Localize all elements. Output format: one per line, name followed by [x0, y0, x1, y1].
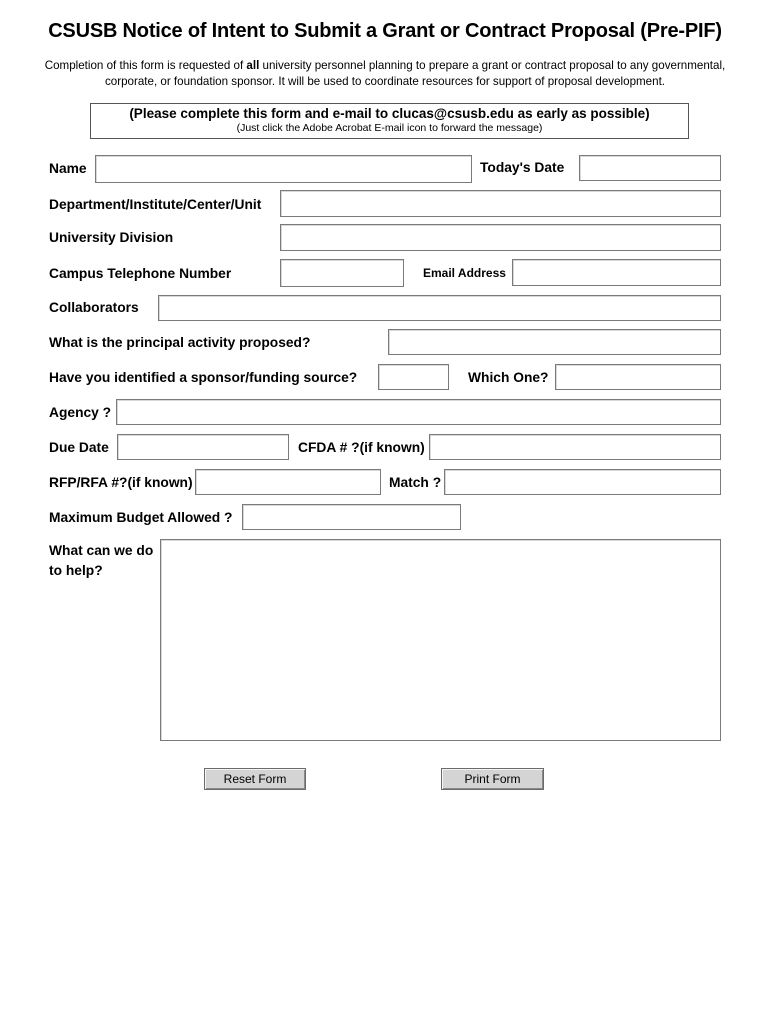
intro-emphasis: all — [246, 59, 260, 72]
todays-date-field[interactable] — [579, 155, 721, 181]
sponsor-identified-label: Have you identified a sponsor/funding source? — [49, 370, 358, 385]
collaborators-field[interactable] — [158, 295, 721, 321]
intro-text-2: university personnel planning to prepare a grant or contract proposal to any governmental, corporate, or foundation sponsor. It will be used to coordinate resources for support of proposal development. — [104, 59, 726, 88]
max-budget-field[interactable] — [242, 504, 461, 530]
name-label: Name — [49, 161, 87, 176]
todays-date-label: Today's Date — [480, 160, 565, 175]
match-field[interactable] — [444, 469, 721, 495]
due-date-field[interactable] — [117, 434, 289, 460]
which-one-label: Which One? — [468, 370, 549, 385]
agency-label: Agency ? — [49, 405, 112, 420]
cfda-field[interactable] — [429, 434, 721, 460]
division-label: University Division — [49, 230, 174, 245]
division-field[interactable] — [280, 224, 721, 251]
max-budget-label: Maximum Budget Allowed ? — [49, 510, 233, 525]
intro-paragraph — [20, 58, 750, 90]
help-label-line1: What can we do — [49, 543, 154, 558]
help-textarea[interactable] — [160, 539, 721, 741]
print-form-button[interactable]: Print Form — [441, 768, 544, 790]
reset-form-button[interactable]: Reset Form — [204, 768, 306, 790]
sponsor-identified-field[interactable] — [378, 364, 449, 390]
principal-activity-label: What is the principal activity proposed? — [49, 335, 311, 350]
rfp-field[interactable] — [195, 469, 381, 495]
department-label: Department/Institute/Center/Unit — [49, 197, 262, 212]
notice-main-text: (Please complete this form and e-mail to clucas@csusb.edu as early as possible) — [129, 106, 650, 121]
due-date-label: Due Date — [49, 440, 109, 455]
intro-text-1: Completion of this form is requested of — [44, 59, 247, 72]
principal-activity-field[interactable] — [388, 329, 721, 355]
agency-field[interactable] — [116, 399, 721, 425]
name-field[interactable] — [95, 155, 472, 183]
email-label: Email Address — [423, 266, 506, 280]
telephone-label: Campus Telephone Number — [49, 266, 232, 281]
email-field[interactable] — [512, 259, 721, 286]
match-label: Match ? — [389, 475, 442, 490]
help-label-line2: to help? — [49, 563, 103, 578]
notice-sub-text: (Just click the Adobe Acrobat E-mail icon to forward the message) — [236, 122, 543, 134]
department-field[interactable] — [280, 190, 721, 217]
notice-box — [90, 103, 689, 139]
cfda-label: CFDA # ?(if known) — [298, 440, 425, 455]
telephone-field[interactable] — [280, 259, 404, 287]
page-title: CSUSB Notice of Intent to Submit a Grant or Contract Proposal (Pre-PIF) — [48, 20, 722, 42]
which-one-field[interactable] — [555, 364, 721, 390]
collaborators-label: Collaborators — [49, 300, 139, 315]
rfp-label: RFP/RFA #?(if known) — [49, 475, 193, 490]
